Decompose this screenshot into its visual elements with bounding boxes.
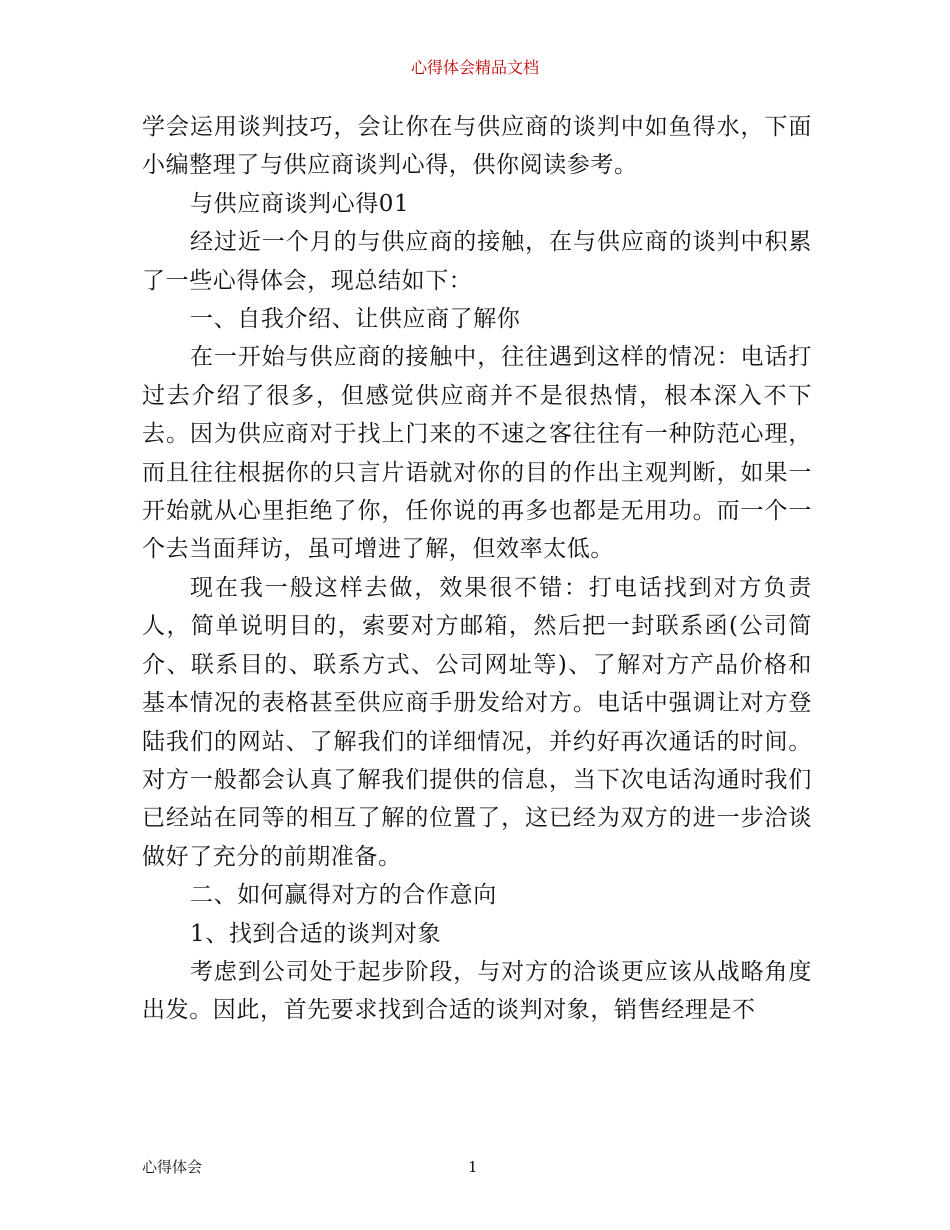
body-paragraph: 现在我一般这样去做，效果很不错：打电话找到对方负责人，简单说明目的，索要对方邮箱，然后把一封联系函(公司简介、联系目的、联系方式、公司网址等)、了解对方产品价格和基本情况的表格甚至供应商手册发给对方。电话中强调让对方登陆我们的网站、了解我们的详细情况，并约好再次通话的时间。对方一般都会认真了解我们提供的信息，当下次电话沟通时我们已经站在同等的相互了解的位置了，这已经为双方的进一步洽谈做好了充分的前期准备。 — [142, 574, 812, 870]
intro-paragraph: 学会运用谈判技巧，会让你在与供应商的谈判中如鱼得水，下面小编整理了与供应商谈判心得，供你阅读参考。 — [142, 114, 812, 179]
page-number: 1 — [468, 1158, 478, 1176]
document-header-title: 心得体会精品文档 — [410, 58, 539, 77]
body-paragraph: 经过近一个月的与供应商的接触，在与供应商的谈判中积累了一些心得体会，现总结如下： — [142, 229, 812, 294]
body-paragraph: 考虑到公司处于起步阶段，与对方的洽谈更应该从战略角度出发。因此，首先要求找到合适的谈判对象，销售经理是不 — [142, 958, 812, 1024]
heading-2: 二、如何赢得对方的合作意向 — [190, 882, 497, 909]
document-body — [142, 108, 812, 1030]
section-title: 与供应商谈判心得01 — [190, 190, 410, 217]
heading-1: 一、自我介绍、让供应商了解你 — [190, 306, 521, 333]
footer-label: 心得体会 — [142, 1158, 203, 1176]
subheading-1: 1、找到合适的谈判对象 — [190, 920, 442, 947]
body-paragraph: 在一开始与供应商的接触中，往往遇到这样的情况：电话打过去介绍了很多，但感觉供应商并不是很热情，根本深入不下去。因为供应商对于找上门来的不速之客往往有一种防范心理，而且往往根据你的只言片语就对你的目的作出主观判断，如果一开始就从心里拒绝了你，任你说的再多也都是无用功。而一个一个去当面拜访，虽可增进了解，但效率太低。 — [142, 344, 812, 563]
